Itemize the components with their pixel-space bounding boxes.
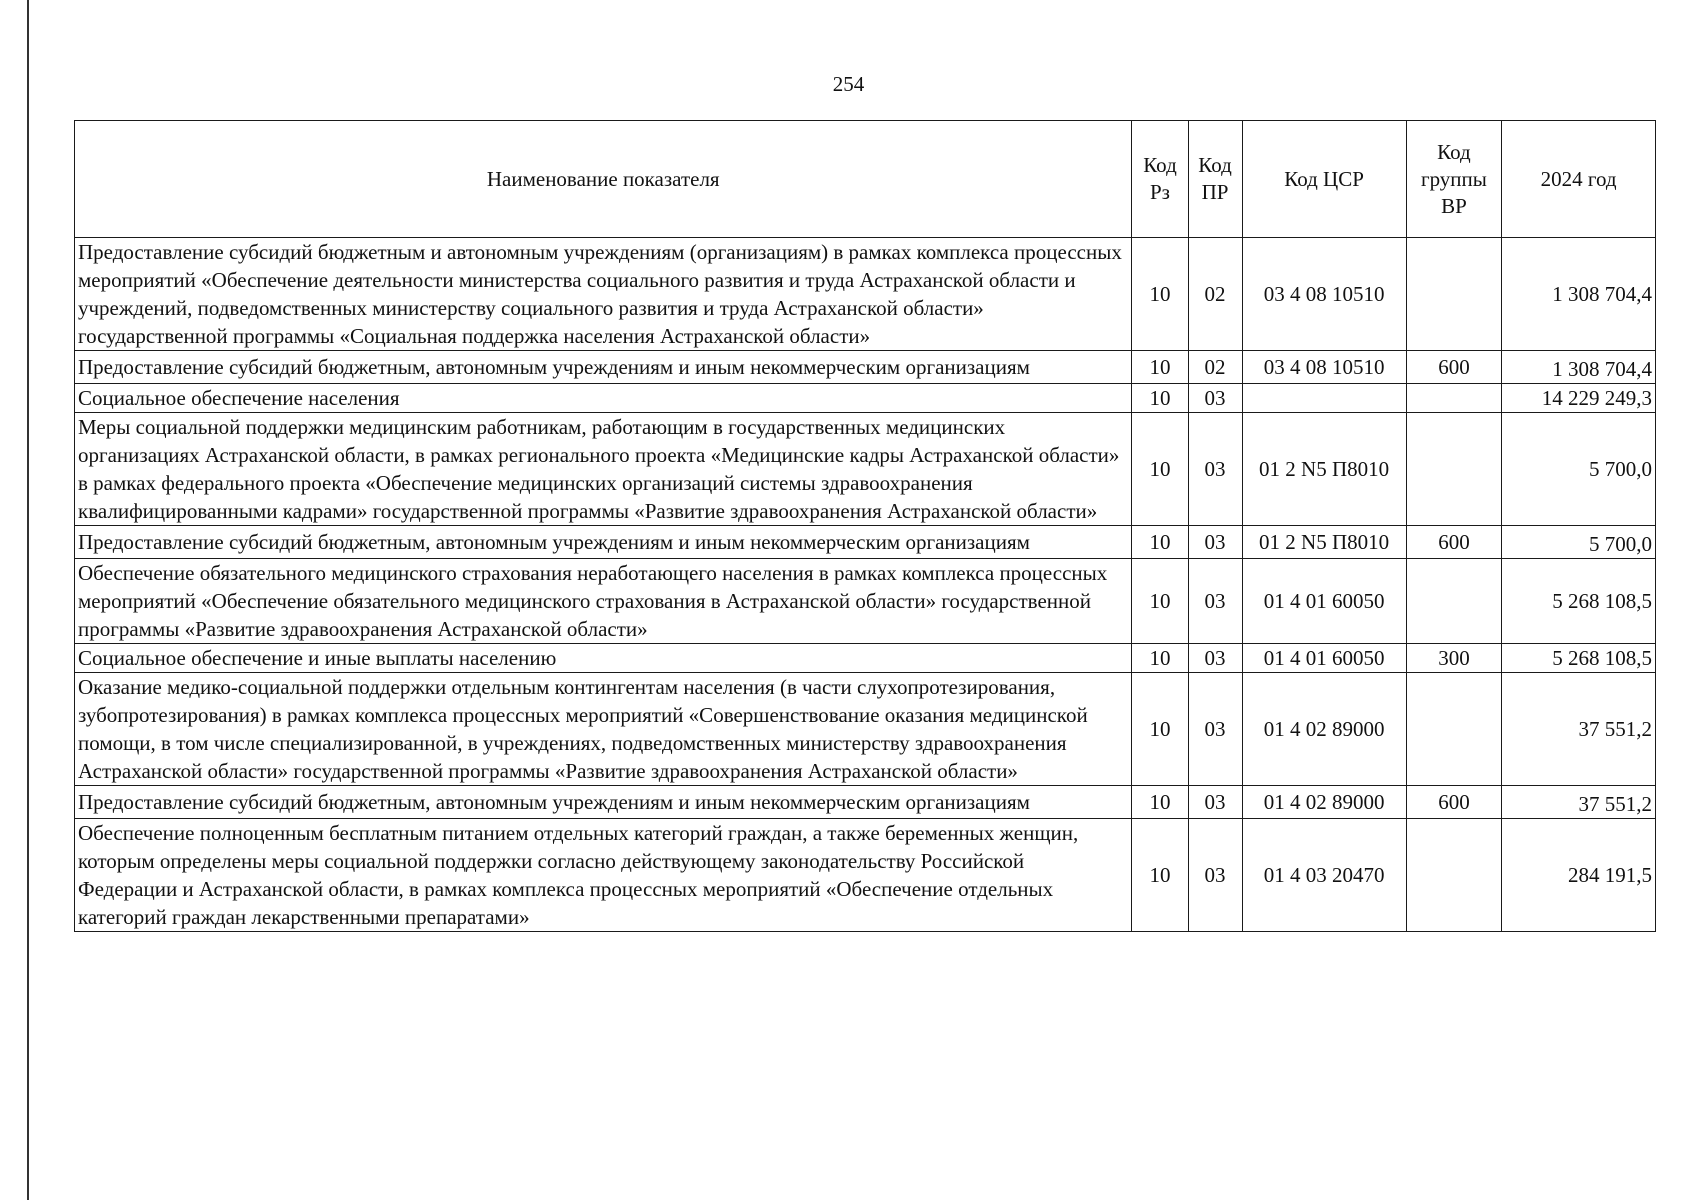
row-rz: 10 [1132,786,1188,819]
row-amount: 14 229 249,3 [1502,384,1656,413]
row-csr: 01 4 01 60050 [1242,559,1406,644]
row-vr [1406,673,1502,786]
header-csr: Код ЦСР [1242,121,1406,238]
row-vr [1406,384,1502,413]
row-pr: 03 [1188,673,1242,786]
table-row [75,559,1656,644]
row-name: Предоставление субсидий бюджетным и автономным учреждениям (организациям) в рамках комплекса процессных мероприятий «Обеспечение деятельности министерства социального развития и труда Астраханской области и учреждений, подведомственных министерству социального развития и труда Астраханской области» государственной программы «Социальная поддержка населения Астраханской области» [75,238,1132,351]
row-amount: 1 308 704,4 [1502,351,1656,384]
row-name: Социальное обеспечение населения [75,384,1132,413]
table-row [75,644,1656,673]
page-number: 254 [832,72,865,96]
row-csr: 03 4 08 10510 [1242,238,1406,351]
row-rz: 10 [1132,413,1188,526]
row-csr [1242,384,1406,413]
row-rz: 10 [1132,526,1188,559]
row-name: Обеспечение полноценным бесплатным питанием отдельных категорий граждан, а также беременных женщин, которым определены меры социальной поддержки согласно действующему законодательству Российской Федерации и Астраханской области, в рамках комплекса процессных мероприятий «Обеспечение отдельных категорий граждан лекарственными препаратами» [75,819,1132,932]
row-amount: 5 268 108,5 [1502,559,1656,644]
row-vr: 600 [1406,351,1502,384]
row-pr: 03 [1188,384,1242,413]
table-row [75,526,1656,559]
row-name: Обеспечение обязательного медицинского страхования неработающего населения в рамках комплекса процессных мероприятий «Обеспечение обязательного медицинского страхования в Астраханской области» государственной программы «Развитие здравоохранения Астраханской области» [75,559,1132,644]
row-rz: 10 [1132,238,1188,351]
header-vr: Код группы ВР [1406,121,1502,238]
row-amount: 284 191,5 [1502,819,1656,932]
row-name: Социальное обеспечение и иные выплаты населению [75,644,1132,673]
binding-line [27,0,29,1200]
row-csr: 01 2 N5 П8010 [1242,413,1406,526]
row-vr [1406,238,1502,351]
row-amount: 37 551,2 [1502,786,1656,819]
row-name: Оказание медико-социальной поддержки отдельным контингентам населения (в части слухопротезирования, зубопротезирования) в рамках комплекса процессных мероприятий «Совершенствование оказания медицинской помощи, в том числе специализированной, в учреждениях, подведомственных министерству здравоохранения Астраханской области» государственной программы «Развитие здравоохранения Астраханской области» [75,673,1132,786]
table-row [75,819,1656,932]
row-csr: 01 4 01 60050 [1242,644,1406,673]
row-amount: 5 268 108,5 [1502,644,1656,673]
row-rz: 10 [1132,819,1188,932]
row-amount: 1 308 704,4 [1502,238,1656,351]
row-name: Предоставление субсидий бюджетным, автономным учреждениям и иным некоммерческим организациям [75,351,1132,384]
row-amount: 37 551,2 [1502,673,1656,786]
row-csr: 01 2 N5 П8010 [1242,526,1406,559]
row-rz: 10 [1132,673,1188,786]
header-name: Наименование показателя [75,121,1132,238]
row-pr: 03 [1188,786,1242,819]
row-rz: 10 [1132,384,1188,413]
header-rz: Код Рз [1132,121,1188,238]
header-pr: Код ПР [1188,121,1242,238]
row-csr: 01 4 02 89000 [1242,786,1406,819]
row-amount: 5 700,0 [1502,526,1656,559]
row-pr: 03 [1188,559,1242,644]
table-header-row [75,121,1656,238]
row-rz: 10 [1132,559,1188,644]
row-vr: 600 [1406,786,1502,819]
table-row [75,786,1656,819]
table-row [75,238,1656,351]
row-csr: 03 4 08 10510 [1242,351,1406,384]
row-pr: 03 [1188,819,1242,932]
row-csr: 01 4 03 20470 [1242,819,1406,932]
budget-table [74,120,1656,932]
row-vr: 600 [1406,526,1502,559]
row-pr: 02 [1188,351,1242,384]
row-vr [1406,559,1502,644]
row-pr: 03 [1188,644,1242,673]
table-row [75,673,1656,786]
row-pr: 03 [1188,526,1242,559]
row-name: Предоставление субсидий бюджетным, автономным учреждениям и иным некоммерческим организациям [75,786,1132,819]
row-vr [1406,819,1502,932]
row-vr: 300 [1406,644,1502,673]
row-name: Меры социальной поддержки медицинским работникам, работающим в государственных медицинских организациях Астраханской области, в рамках регионального проекта «Медицинские кадры Астраханской области» в рамках федерального проекта «Обеспечение медицинских организаций системы здравоохранения квалифицированными кадрами» государственной программы «Развитие здравоохранения Астраханской области» [75,413,1132,526]
row-vr [1406,413,1502,526]
table-row [75,384,1656,413]
row-pr: 03 [1188,413,1242,526]
row-rz: 10 [1132,644,1188,673]
row-csr: 01 4 02 89000 [1242,673,1406,786]
header-year: 2024 год [1502,121,1656,238]
row-pr: 02 [1188,238,1242,351]
table-row [75,351,1656,384]
table-row [75,413,1656,526]
row-rz: 10 [1132,351,1188,384]
row-name: Предоставление субсидий бюджетным, автономным учреждениям и иным некоммерческим организациям [75,526,1132,559]
row-amount: 5 700,0 [1502,413,1656,526]
